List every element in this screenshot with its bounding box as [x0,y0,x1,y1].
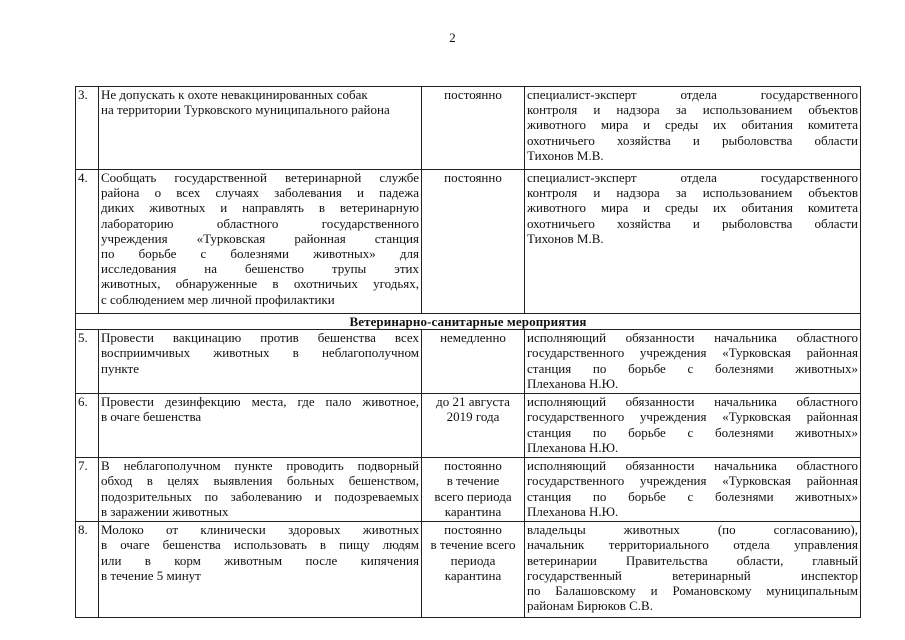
section-row [76,314,861,330]
action-line: обход в целях выявления больных бешенством, [101,473,419,489]
row-number: 3. [76,87,99,170]
action-line: пункте [101,360,140,376]
responsible-line: Тихонов М.В. [527,147,604,163]
term-line: в течение всего [430,537,516,553]
responsible-cell [525,170,861,314]
responsible-line: станция по борьбе с болезнями животных» [527,488,858,504]
row-number: 7. [76,458,99,522]
term-line: в течение [446,473,500,489]
term-line: карантина [444,503,502,519]
row-number: 4. [76,170,99,314]
action-line: в течение 5 минут [101,567,201,583]
responsible-line: государственного учреждения «Турковская районная [527,473,858,489]
action-cell [99,330,422,394]
responsible-line: Плеханова Н.Ю. [527,375,619,391]
table-row [76,87,861,170]
responsible-line: по Балашовскому и Романовскому муниципальным [527,583,858,599]
action-cell [99,170,422,314]
term-line: всего периода [434,488,512,504]
term-line: карантина [444,567,502,583]
page-number: 2 [449,30,456,45]
table-row [76,330,861,394]
table-row [76,170,861,314]
responsible-line: государственного учреждения «Турковская районная [527,345,858,361]
action-line: диких животных и направлять в ветеринарную [101,200,419,216]
term-line: до 21 августа [436,394,510,410]
action-cell [99,87,422,170]
term-line: постоянно [444,522,502,538]
term-line: постоянно [444,87,502,102]
term-cell [422,87,525,170]
responsible-line: животного мира и среды их обитания комитета [527,200,858,216]
responsible-line: исполняющий обязанности начальника областного [527,458,858,474]
responsible-line: районам Бирюков С.В. [527,598,653,614]
action-line: животных, обнаруженные в охотничьих угодьях, [101,276,419,292]
action-line: Молоко от клинически здоровых животных [101,522,419,538]
table-row [76,522,861,618]
action-cell [99,394,422,458]
action-cell [99,458,422,522]
section-title: Ветеринарно-санитарные мероприятия [76,314,861,330]
responsible-line: контроля и надзора за использованием объектов [527,102,858,118]
responsible-line: исполняющий обязанности начальника областного [527,394,858,410]
responsible-cell [525,87,861,170]
measures-table [75,86,861,618]
action-line: в очаге бешенства использовать в пищу людям [101,537,419,553]
row-number: 6. [76,394,99,458]
term-line: немедленно [440,330,506,346]
action-line: с соблюдением мер личной профилактики [101,291,335,307]
responsible-cell [525,330,861,394]
action-line: района о всех случаях заболевания и падежа [101,185,419,201]
responsible-line: станция по борьбе с болезнями животных» [527,360,858,376]
term-line: периода [450,552,496,568]
responsible-line: специалист-эксперт отдела государственного [527,170,858,185]
responsible-line: государственного учреждения «Турковская районная [527,409,858,425]
action-line: Провести вакцинацию против бешенства всех [101,330,419,346]
responsible-line: исполняющий обязанности начальника областного [527,330,858,346]
term-cell [422,170,525,314]
responsible-line: Тихонов М.В. [527,230,604,246]
responsible-cell [525,522,861,618]
action-line: на территории Турковского муниципального района [101,102,390,118]
action-line: восприимчивых животных в неблагополучном [101,345,419,361]
action-line: подозрительных по заболеванию и подозреваемых [101,488,419,504]
action-line: или в корм животным после кипячения [101,552,419,568]
responsible-line: контроля и надзора за использованием объектов [527,185,858,201]
action-line: в заражении животных [101,503,229,519]
responsible-line: начальник территориального отдела управления [527,537,858,553]
table-row [76,458,861,522]
row-number: 5. [76,330,99,394]
responsible-line: Плеханова Н.Ю. [527,439,619,455]
responsible-line: Плеханова Н.Ю. [527,503,619,519]
term-cell [422,330,525,394]
responsible-line: специалист-эксперт отдела государственного [527,87,858,102]
responsible-line: государственный ветеринарный инспектор [527,567,858,583]
responsible-line: охотничьего хозяйства и рыболовства области [527,132,858,148]
action-line: лабораторию областного государственного [101,215,419,231]
table-row [76,394,861,458]
action-line: Не допускать к охоте невакцинированных собак [101,87,368,102]
action-cell [99,522,422,618]
action-line: Провести дезинфекцию места, где пало животное, [101,394,419,410]
action-line: Сообщать государственной ветеринарной службе [101,170,419,185]
responsible-line: ветеринарии Правительства области, главный [527,552,858,568]
term-line: постоянно [444,170,502,185]
responsible-line: животного мира и среды их обитания комитета [527,117,858,133]
responsible-line: владельцы животных (по согласованию), [527,522,858,538]
term-line: постоянно [444,458,502,474]
responsible-line: станция по борьбе с болезнями животных» [527,424,858,440]
responsible-cell [525,394,861,458]
responsible-line: охотничьего хозяйства и рыболовства области [527,215,858,231]
row-number: 8. [76,522,99,618]
responsible-cell [525,458,861,522]
action-line: по борьбе с болезнями животных» для [101,246,419,262]
action-line: исследования на бешенство трупы этих [101,261,419,277]
term-line: 2019 года [446,409,500,425]
action-line: учреждения «Турковская районная станция [101,230,419,246]
term-cell [422,394,525,458]
action-line: в очаге бешенства [101,409,202,425]
term-cell [422,458,525,522]
term-cell [422,522,525,618]
action-line: В неблагополучном пункте проводить подворный [101,458,419,474]
